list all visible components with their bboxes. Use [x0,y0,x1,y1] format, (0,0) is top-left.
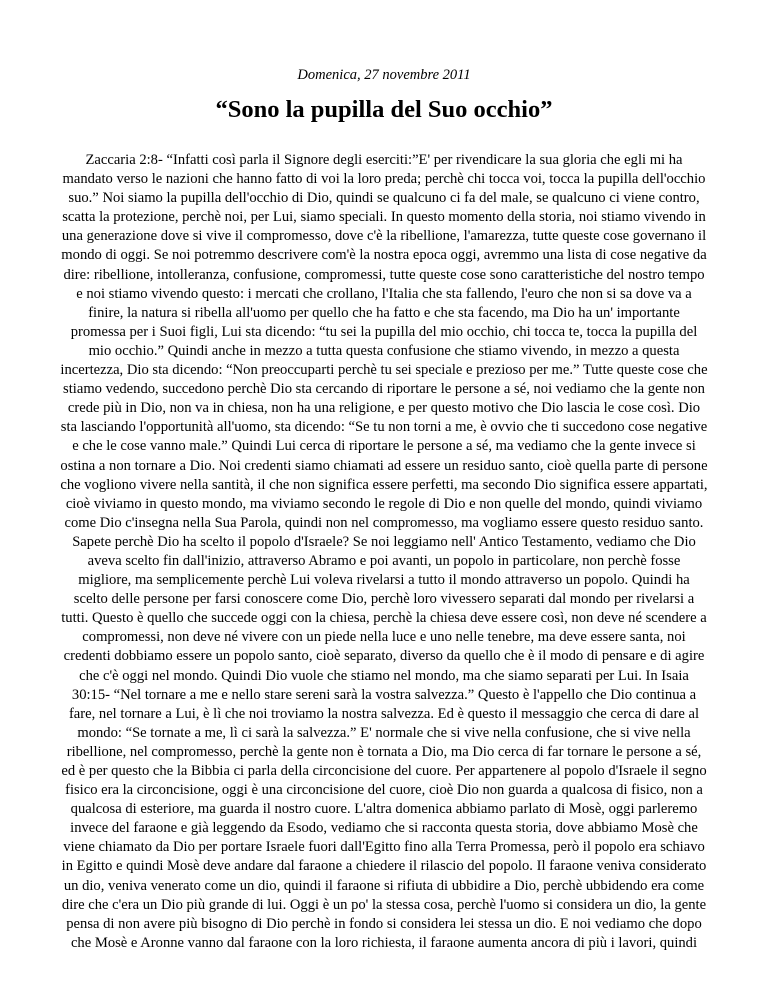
sermon-title: “Sono la pupilla del Suo occhio” [215,96,553,123]
sermon-date: Domenica, 27 novembre 2011 [297,67,471,83]
sermon-body-text: Zaccaria 2:8- “Infatti così parla il Signore degli eserciti:”E' per rivendicare la sua gloria che egli mi ha mandato verso le nazioni che hanno fatto di voi la loro preda; perchè chi tocca voi, tocca la pupilla dell'occhio suo.” Noi siamo la pupilla dell'occhio di Dio, quindi se qualcuno ci fa del male, se qualcuno ci viene contro, scatta la protezione, perchè noi, per Lui, siamo speciali. In questo momento della storia, noi stiamo vivendo in una generazione dove si vive il compromesso, dove c'è la ribellione, l'amarezza, tutte queste cose governano il mondo di oggi. Se noi potremmo descrivere com'è la nostra epoca oggi, avremmo una lista di cose negative da dire: ribellione, intolleranza, confusione, compromessi, tutte queste cose sono caratteristiche del nostro tempo e noi stiamo vivendo questo: i mercati che crollano, l'Italia che sta fallendo, l'euro che non si sa dove va a finire, la natura si ribella all'uomo per quello che ha fatto e che sta facendo, ma Dio ha un' importante promessa per i Suoi figli, Lui sta dicendo: “tu sei la pupilla del mio occhio, chi tocca te, tocca la pupilla del mio occhio.” Quindi anche in mezzo a tutta questa confusione che stiamo vivendo, in mezzo a questa incertezza, Dio sta dicendo: “Non preoccuparti perchè tu sei speciale e prezioso per me.” Tutte queste cose che stiamo vedendo, succedono perchè Dio sta cercando di riportare le persone a sé, noi vediamo che la gente non crede più in Dio, non va in chiesa, non ha una religione, e per questo motivo che Dio lascia le cose così. Dio sta lasciando l'opportunità all'uomo, sta dicendo: “Se tu non torni a me, è ovvio che ti succedono cose negative e che le cose vanno male.” Quindi Lui cerca di riportare le persone a sé, ma vediamo che la gente invece si ostina a non tornare a Dio. Noi credenti siamo chiamati ad essere un residuo santo, cioè quella parte di persone che vogliono vivere nella santità, il che non significa essere perfetti, ma secondo Dio significa essere appartati, cioè viviamo in questo mondo, ma viviamo secondo le regole di Dio e non quelle del mondo, quindi viviamo come Dio c'insegna nella Sua Parola, quindi non nel compromesso, ma vogliamo essere questo residuo santo. Sapete perchè Dio ha scelto il popolo d'Israele? Se noi leggiamo nell' Antico Testamento, vediamo che Dio aveva scelto fin dall'inizio, attraverso Abramo e poi avanti, un popolo in particolare, non perchè fosse migliore, ma semplicemente perchè Lui voleva rivelarsi a tutto il mondo attraverso un popolo. Quindi ha scelto delle persone per farsi conoscere come Dio, perchè loro vivessero separati dal mondo per rivelarsi a tutti. Questo è quello che succede oggi con la chiesa, perchè la chiesa deve essere così, non deve né scendere a compromessi, non deve né vivere con un piede nella luce e uno nelle tenebre, ma deve essere santa, noi credenti dobbiamo essere un popolo santo, cioè separato, diverso da quello che è il modo di pensare e di agire che c'è oggi nel mondo. Quindi Dio vuole che stiamo nel mondo, ma che siamo separati per Lui. In Isaia 30:15- “Nel tornare a me e nello stare sereni sarà la vostra salvezza.” Questo è l'appello che Dio continua a fare, nel tornare a Lui, è lì che noi troviamo la nostra salvezza. Ed è questo il messaggio che cerca di dare al mondo: “Se tornate a me, lì ci sarà la salvezza.” E' normale che si vive nella confusione, che si vive nella ribellione, nel compromesso, perchè la gente non è tornata a Dio, ma Dio cerca di far tornare le persone a sé, ed è per questo che la Bibbia ci parla della circoncisione del cuore. Per appartenere al popolo d'Israele il segno fisico era la circoncisione, oggi è una circoncisione del cuore, cioè Dio non guarda a qualcosa di fisico, non a qualcosa di esteriore, ma guarda il nostro cuore. L'altra domenica abbiamo parlato di Mosè, oggi parleremo invece del faraone e già leggendo da Esodo, vediamo che si racconta questa storia, dove abbiamo Mosè che viene chiamato da Dio per portare Israele fuori dall'Egitto fino alla Terra Promessa, però il popolo era schiavo in Egitto e quindi Mosè deve andare dal faraone a chiedere il rilascio del popolo. Il faraone veniva considerato un dio, veniva venerato come un dio, quindi il faraone si rifiuta di ubbidire a Dio, perchè ubbidendo era come dire che c'era un Dio più grande di lui. Oggi è un po' la stessa cosa, perchè l'uomo si considera un dio, la gente pensa di non avere più bisogno di Dio perchè in fondo si considera lei stessa un dio. E noi vediamo che dopo che Mosè e Aronne vanno dal faraone con la loro richiesta, il faraone aumenta ancora di più i lavori, quindi [60,152,708,951]
